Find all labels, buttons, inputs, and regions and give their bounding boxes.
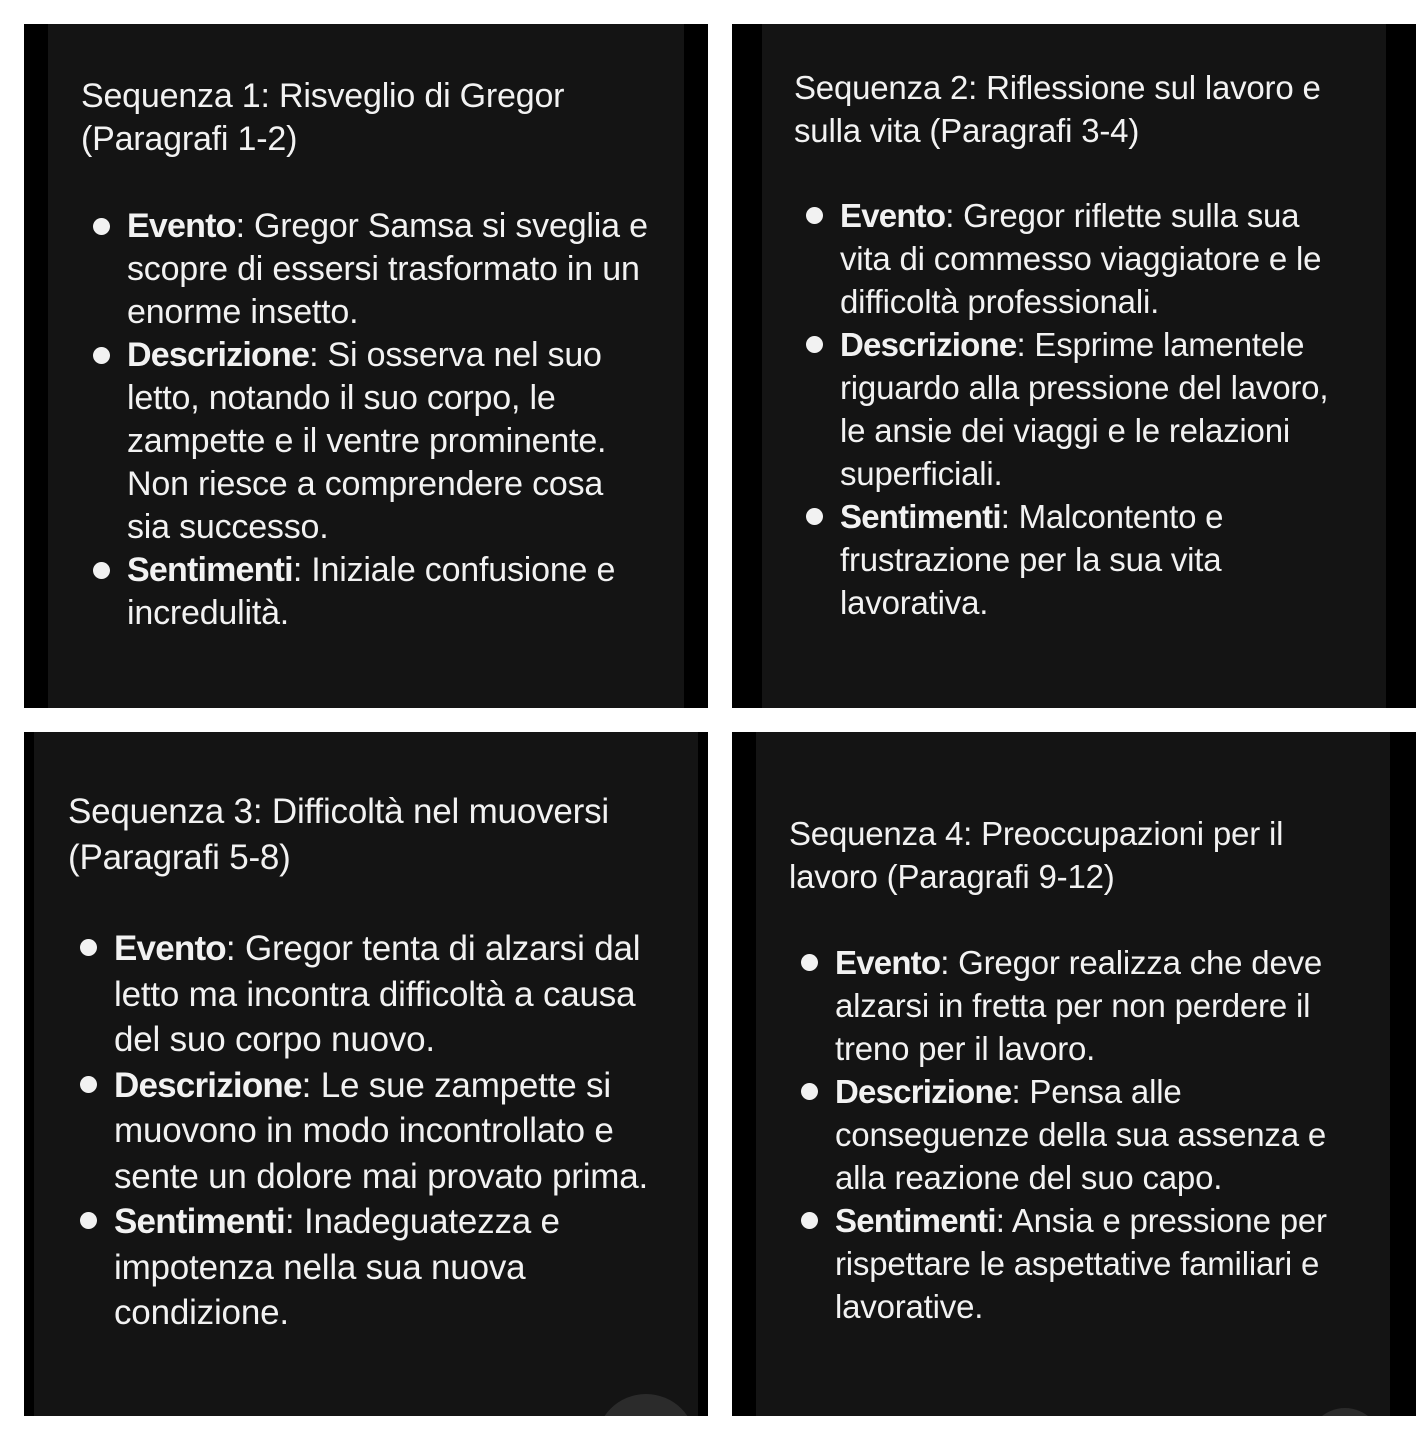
bullet-icon [801, 1212, 818, 1229]
list-item-sentimenti [68, 1199, 680, 1336]
item-text: : Gregor riflette sulla sua vita di commesso viaggiatore e le difficoltà professionali. [840, 197, 1322, 320]
item-label: Evento [840, 197, 946, 234]
item-label: Sentimenti [835, 1202, 996, 1239]
item-label: Descrizione [840, 326, 1017, 363]
list-item-sentimenti [789, 1199, 1374, 1328]
bullet-icon [80, 1076, 97, 1093]
item-label: Sentimenti [114, 1202, 285, 1241]
list-item-sentimenti [794, 495, 1354, 624]
sequence-title: Sequenza 1: Risveglio di Gregor (Paragrafi 1-2) [81, 77, 565, 158]
bullet-icon [93, 347, 110, 364]
list-item-descrizione [794, 323, 1354, 495]
item-label: Evento [114, 929, 226, 968]
item-label: Descrizione [835, 1073, 1012, 1110]
bullet-icon [93, 562, 110, 579]
sequence-card-2 [732, 24, 1416, 708]
list-item-evento [789, 941, 1374, 1070]
item-text: : Esprime lamentele riguardo alla pressione del lavoro, le ansie dei viaggi e le relazioni superficiali. [840, 326, 1329, 492]
list-item-descrizione [81, 334, 651, 549]
sequence-card-3 [24, 732, 708, 1416]
sequence-list [789, 941, 1374, 1328]
item-text: : Gregor tenta di alzarsi dal letto ma incontra difficoltà a causa del suo corpo nuovo. [114, 929, 641, 1059]
item-label: Descrizione [127, 336, 310, 374]
item-text: : Gregor Samsa si sveglia e scopre di essersi trasformato in un enorme insetto. [127, 207, 648, 331]
item-label: Evento [835, 944, 941, 981]
list-item-sentimenti [81, 549, 651, 635]
sequence-list [68, 926, 680, 1336]
item-text: : Ansia e pressione per rispettare le aspettative familiari e lavorative. [835, 1202, 1327, 1325]
sequence-list [81, 205, 651, 635]
sequence-title: Sequenza 4: Preoccupazioni per il lavoro (Paragrafi 9-12) [789, 815, 1284, 895]
item-text: : Gregor realizza che deve alzarsi in fretta per non perdere il treno per il lavoro. [835, 944, 1323, 1067]
item-label: Evento [127, 207, 236, 245]
item-text: : Malcontento e frustrazione per la sua vita lavorativa. [840, 498, 1224, 621]
bullet-icon [801, 954, 818, 971]
bullet-icon [93, 218, 110, 235]
item-label: Sentimenti [127, 551, 293, 589]
bullet-icon [806, 207, 823, 224]
bullet-icon [801, 1083, 818, 1100]
item-text: : Si osserva nel suo letto, notando il suo corpo, le zampette e il ventre prominente. Non riesce a comprendere cosa sia successo. [127, 336, 607, 546]
bullet-icon [806, 336, 823, 353]
item-text: : Le sue zampette si muovono in modo incontrollato e sente un dolore mai provato prima. [114, 1065, 649, 1196]
list-item-evento [81, 205, 651, 334]
list-item-evento [794, 194, 1354, 323]
item-label: Sentimenti [840, 498, 1001, 535]
bullet-icon [806, 508, 823, 525]
list-item-descrizione [789, 1070, 1374, 1199]
sequence-title: Sequenza 2: Riflessione sul lavoro e sulla vita (Paragrafi 3-4) [794, 69, 1321, 149]
sequence-title: Sequenza 3: Difficoltà nel muoversi (Paragrafi 5-8) [68, 792, 609, 877]
bullet-icon [80, 1212, 97, 1229]
sequence-card-4 [732, 732, 1416, 1416]
bullet-icon [80, 939, 97, 956]
card-content [81, 75, 651, 635]
card-content [794, 66, 1354, 624]
list-item-descrizione [68, 1063, 680, 1200]
item-text: : Inadeguatezza e impotenza nella sua nuova condizione. [114, 1202, 560, 1332]
item-text: : Pensa alle conseguenze della sua assenza e alla reazione del suo capo. [835, 1073, 1326, 1196]
item-label: Descrizione [114, 1065, 302, 1105]
card-content [68, 789, 680, 1336]
sequence-card-1 [24, 24, 708, 708]
list-item-evento [68, 926, 680, 1063]
card-content [789, 812, 1374, 1328]
item-text: : Iniziale confusione e incredulità. [127, 551, 616, 632]
sequence-list [794, 194, 1354, 624]
